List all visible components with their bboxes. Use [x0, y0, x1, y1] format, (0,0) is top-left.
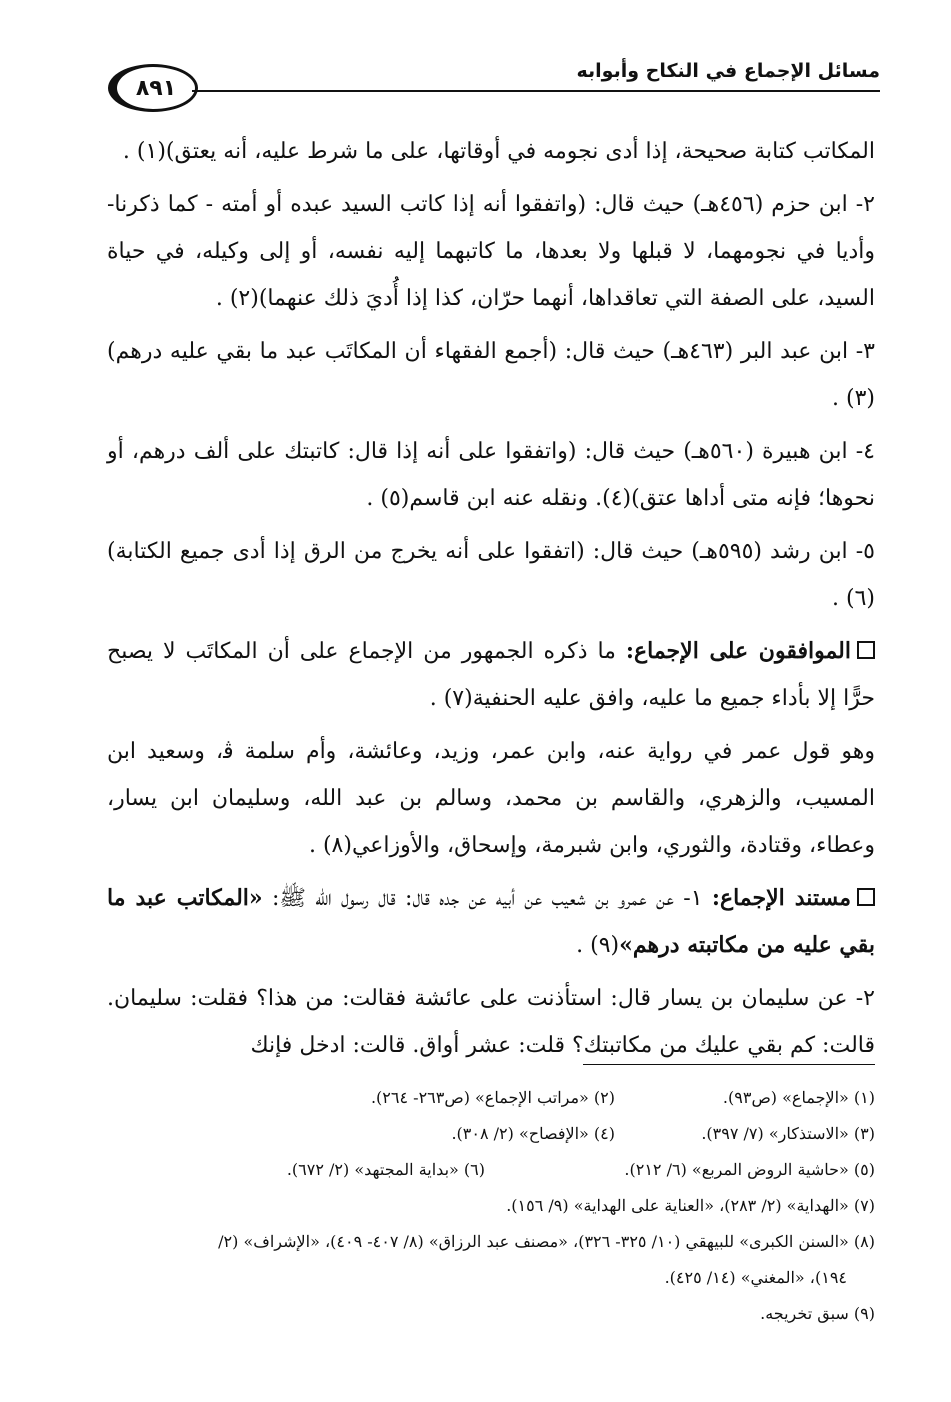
- hadith-text: «المكاتب عبد ما بقي عليه من مكاتبته درهم»: [107, 885, 875, 958]
- footnote-row: [107, 1116, 875, 1152]
- hadith-note: (٩) .: [576, 933, 620, 958]
- footnote-8-continued: ١٩٤)، «المغني» (١٤/ ٤٢٥).: [664, 1268, 847, 1287]
- square-bullet-icon: [857, 641, 875, 659]
- scholars-paragraph: وهو قول عمر في رواية عنه، وابن عمر، وزيد، وعائشة، وأم سلمة ﭬ، وسعيد ابن المسيب، والزهري، والقاسم بن محمد، وسالم بن عبد الله، وسليمان ابن يسار، وعطاء، وقتادة، والثوري، وابن شبرمة، وإسحاق، والأوزاعي(٨) .: [107, 739, 875, 858]
- paragraph-ibn-rushd: ٥- ابن رشد (٥٩٥هـ) حيث قال: (اتفقوا على أنه يخرج من الرق إذا أدى جميع الكتابة)(٦) .: [107, 539, 875, 611]
- header-rule: [192, 90, 880, 92]
- footnote-row: [107, 1080, 875, 1116]
- footnote-1: (١) «الإجماع» (ص٩٣).: [722, 1088, 875, 1107]
- paragraph-ibn-hazm: ٢- ابن حزم (٤٥٦هـ) حيث قال: (واتفقوا أنه إذا كاتب السيد عبده أو أمته - كما ذكرنا- وأديا في نجومهما، لا قبلها ولا بعدها، ما كاتبهما إليه نفسه، أو إلى وكيله، في حياة السيد، على الصفة التي تعاقداها، أنهما حرّان، كذا إذا أُديَ ذلك عنهما)(٢) .: [107, 192, 875, 311]
- footnote-row: [107, 1152, 875, 1188]
- main-text: [107, 128, 875, 1075]
- paragraph-continuation: المكاتب كتابة صحيحة، إذا أدى نجومه في أوقاتها، على ما شرط عليه، أنه يعتق)(١) .: [122, 139, 875, 164]
- footnotes: [107, 1080, 875, 1332]
- footnote-9: (٩) سبق تخريجه.: [760, 1304, 875, 1323]
- footnote-3: (٣) «الاستذكار» (٧/ ٣٩٧).: [701, 1124, 875, 1143]
- footnote-8: (٨) «السنن الكبرى» للبيهقي (١٠/ ٣٢٥- ٣٢٦)، «مصنف عبد الرزاق» (٨/ ٤٠٧- ٤٠٩)، «الإشراف» (٢/: [218, 1232, 875, 1251]
- basis-section: [107, 875, 875, 969]
- basis-intro: ١- عن عمرو بن شعيب عن أبيه عن جده قال: قال رسول الله ﷺ:: [262, 886, 712, 911]
- running-title: مسائل الإجماع في النكاح وأبوابه: [576, 60, 880, 82]
- square-bullet-icon: [857, 888, 875, 906]
- footnote-5: (٥) «حاشية الروض المربع» (٦/ ٢١٢).: [624, 1160, 875, 1179]
- page-header: [108, 52, 880, 122]
- agreeing-heading: الموافقون على الإجماع:: [625, 638, 851, 664]
- footnote-7: (٧) «الهداية» (٢/ ٢٨٣)، «العناية على الهداية» (٩/ ١٥٦).: [506, 1196, 875, 1215]
- basis-heading: مستند الإجماع:: [711, 885, 851, 911]
- footnote-separator: [583, 1064, 875, 1065]
- agreeing-section: [107, 628, 875, 722]
- basis-second-narration: ٢- عن سليمان بن يسار قال: استأذنت على عائشة فقالت: من هذا؟ فقلت: سليمان. قالت: كم بقي عليك من مكاتبتك؟ قلت: عشر أواق. قالت: ادخل فإنك: [107, 986, 875, 1058]
- footnote-6: (٦) «بداية المجتهد» (٢/ ٦٧٢).: [286, 1160, 485, 1179]
- page-number: ٨٩١: [108, 64, 198, 112]
- footnote-2: (٢) «مراتب الإجماع» (ص٢٦٣- ٢٦٤).: [370, 1088, 615, 1107]
- footnote-4: (٤) «الإفصاح» (٢/ ٣٠٨).: [451, 1124, 615, 1143]
- agreeing-text: ما ذكره الجمهور من الإجماع على أن المكاتَب لا يصبح حرًّا إلا بأداء جميع ما عليه، وافق عليه الحنفية(٧) .: [107, 639, 875, 711]
- paragraph-ibn-hubayra: ٤- ابن هبيرة (٥٦٠هـ) حيث قال: (واتفقوا على أنه إذا قال: كاتبتك على ألف درهم، أو نحوها؛ فإنه متى أداها عتق)(٤). ونقله عنه ابن قاسم(٥) .: [107, 439, 875, 511]
- paragraph-ibn-abd-albarr: ٣- ابن عبد البر (٤٦٣هـ) حيث قال: (أجمع الفقهاء أن المكاتَب عبد ما بقي عليه درهم)(٣) .: [107, 339, 875, 411]
